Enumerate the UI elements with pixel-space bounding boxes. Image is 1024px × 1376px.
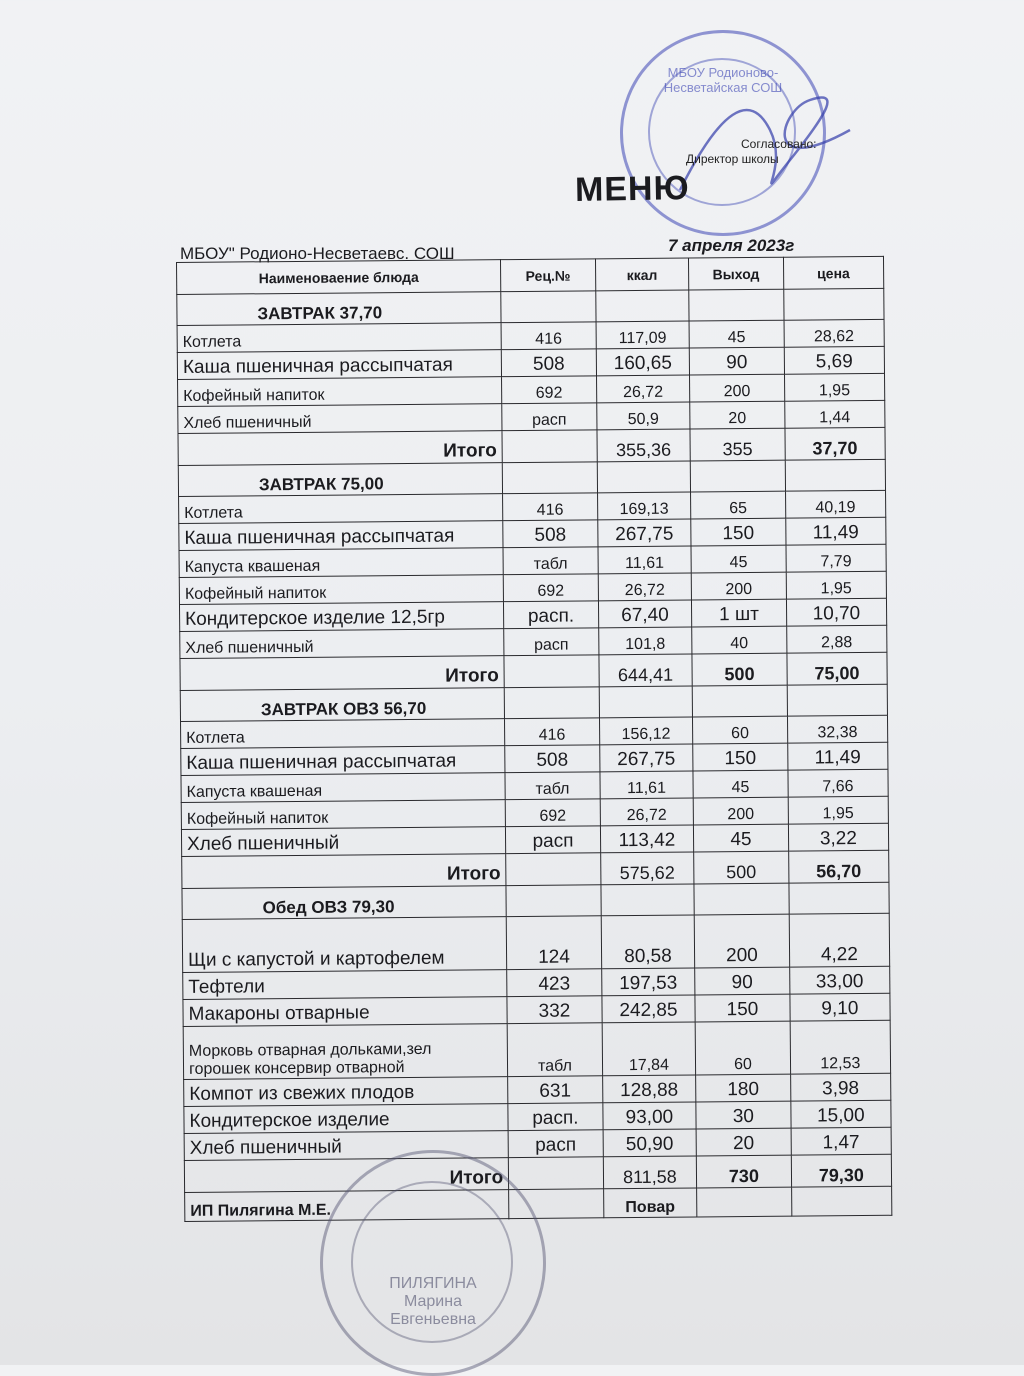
- price-cell: 32,38: [787, 715, 888, 743]
- price-cell: 3,22: [788, 823, 889, 851]
- out-cell: 20: [690, 401, 785, 429]
- price-cell: 5,69: [784, 346, 885, 374]
- kcal-cell: 11,61: [598, 546, 692, 574]
- out-cell: 150: [691, 518, 786, 546]
- rec-cell: 508: [501, 349, 596, 377]
- signature-row: [185, 1186, 892, 1221]
- out-cell: 355: [690, 428, 785, 461]
- rec-cell: 416: [505, 718, 600, 746]
- name-cell: Каша пшеничная рассыпчатая: [181, 746, 505, 776]
- name-cell: Капуста квашеная: [179, 548, 503, 578]
- price-cell: 75,00: [787, 652, 888, 685]
- rec-cell: 416: [501, 322, 596, 350]
- column-header: цена: [783, 256, 884, 289]
- kcal-cell: [601, 884, 695, 916]
- approval-note: [686, 137, 817, 167]
- name-cell: Обед ОВЗ 79,30: [182, 886, 506, 920]
- kcal-cell: 160,65: [596, 348, 690, 376]
- price-cell: 7,79: [786, 544, 887, 572]
- price-cell: 10,70: [786, 598, 887, 626]
- price-cell: 4,22: [789, 913, 890, 967]
- kcal-cell: [595, 290, 689, 322]
- rec-cell: 692: [503, 574, 598, 602]
- rec-cell: табл: [505, 772, 600, 800]
- page-title: МЕНЮ: [574, 169, 690, 209]
- name-cell: Кофейный напиток: [181, 800, 505, 830]
- price-cell: 28,62: [784, 319, 885, 347]
- kcal-cell: Повар: [603, 1188, 697, 1218]
- kcal-cell: 50,90: [603, 1129, 697, 1157]
- price-cell: 1,44: [784, 400, 885, 428]
- out-cell: 45: [693, 770, 788, 798]
- price-cell: 56,70: [788, 850, 889, 883]
- out-cell: 40: [692, 626, 787, 654]
- name-cell: Котлета: [177, 323, 501, 353]
- name-cell: Каша пшеничная рассыпчатая: [179, 521, 503, 551]
- menu-table: [176, 256, 892, 1222]
- price-cell: 33,00: [789, 966, 890, 994]
- name-cell: Хлеб пшеничный: [180, 629, 504, 659]
- price-cell: 15,00: [791, 1100, 892, 1128]
- price-cell: 12,53: [790, 1020, 891, 1074]
- name-cell: Тефтели: [183, 970, 507, 1000]
- kcal-cell: 197,53: [601, 968, 695, 996]
- price-cell: [791, 1186, 892, 1216]
- rec-cell: [504, 687, 599, 719]
- rec-cell: 692: [505, 799, 600, 827]
- out-cell: 200: [694, 914, 789, 968]
- name-cell: Капуста квашеная: [181, 773, 505, 803]
- out-cell: 45: [694, 824, 789, 852]
- column-header: Наименоваение блюда: [177, 260, 501, 295]
- kcal-cell: 50,9: [596, 402, 690, 430]
- out-cell: 90: [695, 967, 790, 995]
- kcal-cell: 113,42: [600, 825, 694, 853]
- price-cell: 1,47: [791, 1127, 892, 1155]
- out-cell: 730: [696, 1155, 791, 1188]
- seal-text: ПИЛЯГИНА Марина Евгеньевна: [389, 1275, 477, 1328]
- price-cell: 79,30: [791, 1154, 892, 1187]
- out-cell: 200: [691, 572, 786, 600]
- kcal-cell: 355,36: [597, 429, 691, 462]
- out-cell: 60: [693, 716, 788, 744]
- out-cell: 200: [693, 797, 788, 825]
- out-cell: [694, 883, 789, 915]
- kcal-cell: 101,8: [598, 627, 692, 655]
- kcal-cell: 811,58: [603, 1156, 697, 1189]
- rec-cell: расп.: [504, 601, 599, 629]
- price-cell: 40,19: [785, 490, 886, 518]
- kcal-cell: 267,75: [599, 744, 693, 772]
- out-cell: 200: [690, 374, 785, 402]
- rec-cell: табл: [503, 547, 598, 575]
- name-cell: Кофейный напиток: [179, 575, 503, 605]
- name-cell: Макароны отварные: [183, 997, 507, 1027]
- rec-cell: 423: [507, 969, 602, 997]
- price-cell: [783, 288, 884, 320]
- name-cell: Кондитерское изделие 12,5гр: [179, 602, 503, 632]
- kcal-cell: 17,84: [602, 1022, 696, 1076]
- name-cell: Котлета: [179, 494, 503, 524]
- rec-cell: расп: [502, 403, 597, 431]
- price-cell: [787, 684, 888, 716]
- approval-line: Согласовано:: [741, 137, 817, 151]
- rec-cell: [506, 885, 601, 917]
- out-cell: 45: [691, 545, 786, 573]
- name-cell: Итого: [180, 656, 504, 691]
- rec-cell: [502, 430, 597, 463]
- price-cell: 1,95: [786, 571, 887, 599]
- kcal-cell: [597, 461, 691, 493]
- rec-cell: расп: [504, 628, 599, 656]
- name-cell: ЗАВТРАК ОВЗ 56,70: [180, 688, 504, 722]
- kcal-cell: 242,85: [602, 995, 696, 1023]
- name-cell: Кондитерское изделие: [184, 1104, 508, 1134]
- out-cell: [697, 1187, 792, 1217]
- rec-cell: 332: [507, 996, 602, 1024]
- kcal-cell: 26,72: [598, 573, 692, 601]
- table-row: [183, 1020, 890, 1079]
- price-cell: 3,98: [790, 1073, 891, 1101]
- price-cell: 9,10: [790, 993, 891, 1021]
- out-cell: 65: [691, 491, 786, 519]
- price-cell: 11,49: [785, 517, 886, 545]
- price-cell: 1,95: [788, 796, 889, 824]
- name-cell: ЗАВТРАК 75,00: [178, 463, 502, 497]
- out-cell: 500: [694, 851, 789, 884]
- price-cell: 1,95: [784, 373, 885, 401]
- name-cell: Хлеб пшеничный: [181, 827, 505, 857]
- rec-cell: табл: [507, 1023, 602, 1077]
- out-cell: [689, 289, 784, 321]
- name-cell: Щи с капустой и картофелем: [182, 917, 507, 973]
- out-cell: 180: [696, 1074, 791, 1102]
- name-cell: ЗАВТРАК 37,70: [177, 292, 501, 326]
- price-cell: 11,49: [787, 742, 888, 770]
- name-cell: Котлета: [181, 719, 505, 749]
- rec-cell: расп: [506, 826, 601, 854]
- name-cell: Каша пшеничная рассыпчатая: [177, 350, 501, 380]
- kcal-cell: 644,41: [599, 654, 693, 687]
- column-header: Рец.№: [501, 259, 596, 292]
- column-header: ккал: [595, 258, 689, 291]
- out-cell: 150: [695, 994, 790, 1022]
- price-cell: [789, 882, 890, 914]
- name-cell: Итого: [178, 431, 502, 466]
- name-cell: ИП Пилягина М.Е.: [185, 1190, 509, 1222]
- rec-cell: 692: [502, 376, 597, 404]
- name-cell: Хлеб пшеничный: [184, 1131, 508, 1161]
- kcal-cell: 11,61: [600, 771, 694, 799]
- school-name: МБОУ" Родионо-Несветаевс. СОШ: [180, 244, 455, 263]
- kcal-cell: 67,40: [598, 600, 692, 628]
- out-cell: [692, 685, 787, 717]
- table-row: [182, 913, 889, 972]
- out-cell: 20: [696, 1128, 791, 1156]
- name-cell: Хлеб пшеничный: [178, 404, 502, 434]
- kcal-cell: [599, 686, 693, 718]
- kcal-cell: 117,09: [596, 321, 690, 349]
- out-cell: 90: [689, 347, 784, 375]
- rec-cell: [506, 853, 601, 886]
- rec-cell: 508: [503, 520, 598, 548]
- name-cell: Морковь отварная дольками,зел горошек консервир отварной: [183, 1024, 508, 1080]
- out-cell: 30: [696, 1101, 791, 1129]
- name-cell: Компот из свежих плодов: [184, 1077, 508, 1107]
- kcal-cell: 267,75: [597, 519, 691, 547]
- rec-cell: 631: [508, 1076, 603, 1104]
- rec-cell: расп: [508, 1130, 603, 1158]
- name-cell: Итого: [184, 1158, 508, 1193]
- name-cell: Итого: [182, 854, 506, 889]
- price-cell: 2,88: [786, 625, 887, 653]
- rec-cell: [501, 291, 596, 323]
- rec-cell: 508: [505, 745, 600, 773]
- kcal-cell: 26,72: [600, 798, 694, 826]
- kcal-cell: 169,13: [597, 492, 691, 520]
- kcal-cell: 80,58: [601, 915, 695, 969]
- out-cell: [690, 460, 785, 492]
- kcal-cell: 156,12: [599, 717, 693, 745]
- price-cell: [785, 459, 886, 491]
- menu-date: 7 апреля 2023г: [668, 236, 795, 255]
- seal-text: МБОУ Родионово-Несветайская СОШ: [663, 65, 783, 95]
- rec-cell: расп.: [508, 1103, 603, 1131]
- approval-line: Директор школы: [686, 152, 779, 166]
- price-cell: 7,66: [788, 769, 889, 797]
- kcal-cell: 128,88: [602, 1075, 696, 1103]
- price-cell: 37,70: [785, 427, 886, 460]
- out-cell: 60: [695, 1021, 790, 1075]
- out-cell: 150: [693, 743, 788, 771]
- rec-cell: 124: [506, 916, 601, 970]
- rec-cell: 416: [503, 493, 598, 521]
- out-cell: 1 шт: [692, 599, 787, 627]
- kcal-cell: 26,72: [596, 375, 690, 403]
- kcal-cell: 93,00: [603, 1102, 697, 1130]
- rec-cell: [508, 1157, 603, 1190]
- kcal-cell: 575,62: [600, 852, 694, 885]
- rec-cell: [504, 655, 599, 688]
- out-cell: 45: [689, 320, 784, 348]
- column-header: Выход: [689, 257, 784, 290]
- rec-cell: [502, 462, 597, 494]
- out-cell: 500: [692, 653, 787, 686]
- rec-cell: [509, 1189, 604, 1219]
- name-cell: Кофейный напиток: [178, 377, 502, 407]
